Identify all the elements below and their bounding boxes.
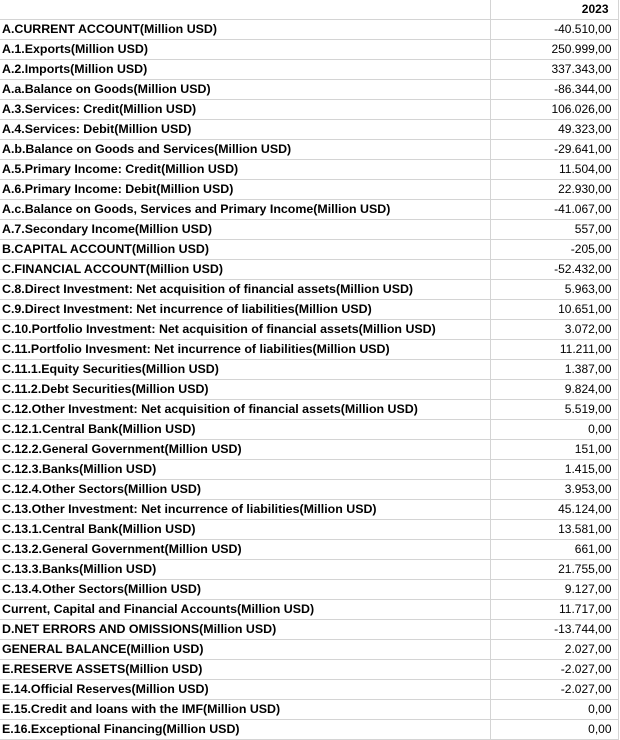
row-value-cell[interactable]: 11.504,00 [490, 160, 618, 180]
table-row [0, 40, 618, 60]
table-row [0, 620, 618, 640]
row-value-cell[interactable]: -40.510,00 [490, 20, 618, 40]
table-row [0, 540, 618, 560]
row-value-cell[interactable]: 0,00 [490, 700, 618, 720]
table-row [0, 520, 618, 540]
row-label-cell[interactable]: B.CAPITAL ACCOUNT(Million USD) [0, 240, 490, 260]
row-value-cell[interactable]: 1.387,00 [490, 360, 618, 380]
row-value-cell[interactable]: 337.343,00 [490, 60, 618, 80]
row-label-cell[interactable]: E.14.Official Reserves(Million USD) [0, 680, 490, 700]
table-row [0, 420, 618, 440]
row-label-cell[interactable]: C.13.4.Other Sectors(Million USD) [0, 580, 490, 600]
row-value-cell[interactable]: 661,00 [490, 540, 618, 560]
row-label-cell[interactable]: E.16.Exceptional Financing(Million USD) [0, 720, 490, 740]
row-label-cell[interactable]: C.11.Portfolio Invesment: Net incurrence of liabilities(Million USD) [0, 340, 490, 360]
row-value-cell[interactable]: -2.027,00 [490, 680, 618, 700]
row-label-cell[interactable]: E.RESERVE ASSETS(Million USD) [0, 660, 490, 680]
row-value-cell[interactable]: -52.432,00 [490, 260, 618, 280]
row-value-cell[interactable]: 106.026,00 [490, 100, 618, 120]
table-row [0, 180, 618, 200]
row-label-cell[interactable]: C.8.Direct Investment: Net acquisition of financial assets(Million USD) [0, 280, 490, 300]
table-row [0, 60, 618, 80]
row-label-cell[interactable]: A.5.Primary Income: Credit(Million USD) [0, 160, 490, 180]
row-label-cell[interactable]: C.13.2.General Government(Million USD) [0, 540, 490, 560]
table-row [0, 160, 618, 180]
row-value-cell[interactable]: 0,00 [490, 420, 618, 440]
row-value-cell[interactable]: -29.641,00 [490, 140, 618, 160]
row-label-cell[interactable]: C.12.2.General Government(Million USD) [0, 440, 490, 460]
table-row [0, 320, 618, 340]
table-row [0, 260, 618, 280]
table-row [0, 580, 618, 600]
row-value-cell[interactable]: 49.323,00 [490, 120, 618, 140]
row-label-cell[interactable]: C.12.4.Other Sectors(Million USD) [0, 480, 490, 500]
row-label-cell[interactable]: A.1.Exports(Million USD) [0, 40, 490, 60]
row-value-cell[interactable]: 1.415,00 [490, 460, 618, 480]
row-label-cell[interactable]: A.a.Balance on Goods(Million USD) [0, 80, 490, 100]
table-row [0, 480, 618, 500]
row-value-cell[interactable]: 9.824,00 [490, 380, 618, 400]
row-label-cell[interactable]: A.3.Services: Credit(Million USD) [0, 100, 490, 120]
row-value-cell[interactable]: -205,00 [490, 240, 618, 260]
row-value-cell[interactable]: 9.127,00 [490, 580, 618, 600]
table-row [0, 300, 618, 320]
row-label-cell[interactable]: C.10.Portfolio Investment: Net acquisition of financial assets(Million USD) [0, 320, 490, 340]
row-value-cell[interactable]: 151,00 [490, 440, 618, 460]
row-label-cell[interactable]: A.b.Balance on Goods and Services(Million USD) [0, 140, 490, 160]
table-row [0, 560, 618, 580]
row-value-cell[interactable]: 250.999,00 [490, 40, 618, 60]
table-row [0, 340, 618, 360]
row-label-cell[interactable]: C.13.1.Central Bank(Million USD) [0, 520, 490, 540]
row-value-cell[interactable]: 557,00 [490, 220, 618, 240]
row-label-cell[interactable]: C.13.3.Banks(Million USD) [0, 560, 490, 580]
row-value-cell[interactable]: 5.963,00 [490, 280, 618, 300]
table-row [0, 360, 618, 380]
table-row [0, 440, 618, 460]
row-value-cell[interactable]: 22.930,00 [490, 180, 618, 200]
row-value-cell[interactable]: 3.072,00 [490, 320, 618, 340]
table-row [0, 240, 618, 260]
row-label-cell[interactable]: GENERAL BALANCE(Million USD) [0, 640, 490, 660]
row-value-cell[interactable]: -86.344,00 [490, 80, 618, 100]
row-value-cell[interactable]: 11.211,00 [490, 340, 618, 360]
row-label-cell[interactable]: A.4.Services: Debit(Million USD) [0, 120, 490, 140]
row-value-cell[interactable]: -41.067,00 [490, 200, 618, 220]
row-label-cell[interactable]: A.CURRENT ACCOUNT(Million USD) [0, 20, 490, 40]
table-row [0, 140, 618, 160]
table-row [0, 460, 618, 480]
row-label-cell[interactable]: C.13.Other Investment: Net incurrence of liabilities(Million USD) [0, 500, 490, 520]
header-row [0, 0, 618, 20]
table-row [0, 20, 618, 40]
table-row [0, 200, 618, 220]
table-row [0, 400, 618, 420]
row-value-cell[interactable]: -2.027,00 [490, 660, 618, 680]
table-row [0, 220, 618, 240]
table-row [0, 100, 618, 120]
row-label-cell[interactable]: C.9.Direct Investment: Net incurrence of liabilities(Million USD) [0, 300, 490, 320]
row-label-cell[interactable]: C.FINANCIAL ACCOUNT(Million USD) [0, 260, 490, 280]
row-value-cell[interactable]: -13.744,00 [490, 620, 618, 640]
table-row [0, 80, 618, 100]
table-row [0, 600, 618, 620]
row-value-cell[interactable]: 2.027,00 [490, 640, 618, 660]
row-label-cell[interactable]: E.15.Credit and loans with the IMF(Million USD) [0, 700, 490, 720]
table-row [0, 280, 618, 300]
year-header-cell[interactable]: 2023 [490, 0, 618, 20]
header-label-cell[interactable] [0, 0, 490, 20]
row-label-cell[interactable]: A.2.Imports(Million USD) [0, 60, 490, 80]
row-value-cell[interactable]: 10.651,00 [490, 300, 618, 320]
table-row [0, 700, 618, 720]
row-label-cell[interactable]: C.11.2.Debt Securities(Million USD) [0, 380, 490, 400]
table-row [0, 640, 618, 660]
table-row [0, 500, 618, 520]
row-label-cell[interactable]: Current, Capital and Financial Accounts(Million USD) [0, 600, 490, 620]
row-label-cell[interactable]: C.12.3.Banks(Million USD) [0, 460, 490, 480]
table-row [0, 680, 618, 700]
table-row [0, 720, 618, 740]
row-value-cell[interactable]: 21.755,00 [490, 560, 618, 580]
row-value-cell[interactable]: 11.717,00 [490, 600, 618, 620]
row-value-cell[interactable]: 0,00 [490, 720, 618, 740]
row-label-cell[interactable]: A.c.Balance on Goods, Services and Primary Income(Million USD) [0, 200, 490, 220]
table-row [0, 380, 618, 400]
row-label-cell[interactable]: C.11.1.Equity Securities(Million USD) [0, 360, 490, 380]
row-value-cell[interactable]: 5.519,00 [490, 400, 618, 420]
row-label-cell[interactable]: D.NET ERRORS AND OMISSIONS(Million USD) [0, 620, 490, 640]
table-row [0, 120, 618, 140]
row-label-cell[interactable]: A.7.Secondary Income(Million USD) [0, 220, 490, 240]
row-label-cell[interactable]: C.12.1.Central Bank(Million USD) [0, 420, 490, 440]
row-label-cell[interactable]: C.12.Other Investment: Net acquisition of financial assets(Million USD) [0, 400, 490, 420]
row-value-cell[interactable]: 13.581,00 [490, 520, 618, 540]
row-value-cell[interactable]: 3.953,00 [490, 480, 618, 500]
table-row [0, 660, 618, 680]
row-value-cell[interactable]: 45.124,00 [490, 500, 618, 520]
row-label-cell[interactable]: A.6.Primary Income: Debit(Million USD) [0, 180, 490, 200]
